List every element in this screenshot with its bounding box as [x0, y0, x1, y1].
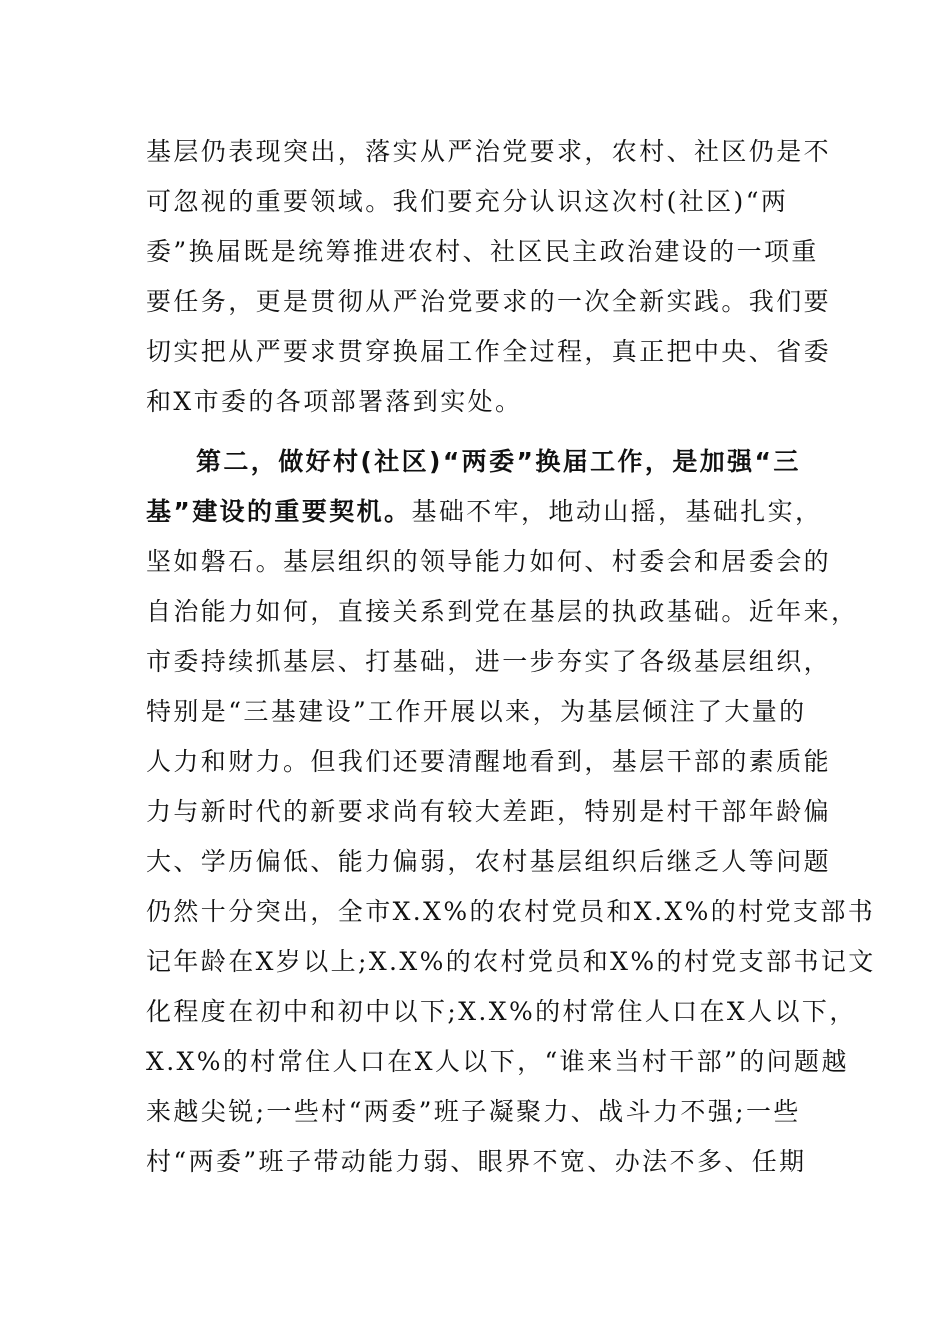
line-text: 来越尖锐;一些村“两委”班子凝聚力、战斗力不强;一些	[146, 1097, 801, 1126]
text-line-4	[146, 277, 832, 327]
text-line-3	[146, 227, 826, 277]
text-line-10	[146, 587, 859, 637]
line-text: 市委持续抓基层、打基础，进一步夯实了各级基层组织，	[146, 647, 832, 676]
line-text: 委”换届既是统筹推进农村、社区民主政治建设的一项重	[146, 237, 819, 266]
line-text: 特别是“三基建设”工作开展以来，为基层倾注了大量的	[146, 697, 807, 726]
text-line-16	[146, 887, 876, 937]
line-text: 人力和财力。但我们还要清醒地看到，基层干部的素质能	[146, 747, 832, 776]
line-text: 大、学历偏低、能力偏弱，农村基层组织后继乏人等问题	[146, 847, 832, 876]
text-line-1	[146, 127, 832, 177]
text-line-14	[146, 787, 832, 837]
line-text: 坚如磐石。基层组织的领导能力如何、村委会和居委会的	[146, 547, 832, 576]
line-text: X.X%的村常住人口在X人以下，“谁来当村干部”的问题越	[146, 1047, 849, 1076]
paragraph-heading-line-1	[196, 437, 876, 487]
text-line-17	[146, 937, 876, 987]
text-line-5	[146, 327, 832, 377]
text-line-12	[146, 687, 826, 737]
line-text: 要任务，更是贯彻从严治党要求的一次全新实践。我们要	[146, 287, 832, 316]
line-text: 可忽视的重要领域。我们要充分认识这次村(社区)“两	[146, 187, 789, 216]
line-text: 和X市委的各项部署落到实处。	[146, 387, 523, 416]
text-line-15	[146, 837, 832, 887]
text-line-19	[146, 1037, 849, 1087]
paragraph-heading-line-2	[146, 487, 826, 537]
line-text: 化程度在初中和初中以下;X.X%的村常住人口在X人以下，	[146, 997, 857, 1026]
text-line-9	[146, 537, 832, 587]
line-text: 基础不牢，地动山摇，基础扎实，	[411, 497, 823, 526]
line-text: 切实把从严要求贯穿换届工作全过程，真正把中央、省委	[146, 337, 832, 366]
line-text: 自治能力如何，直接关系到党在基层的执政基础。近年来，	[146, 597, 859, 626]
text-line-18	[146, 987, 857, 1037]
text-line-20	[146, 1087, 826, 1137]
text-line-11	[146, 637, 832, 687]
line-text: 力与新时代的新要求尚有较大差距，特别是村干部年龄偏	[146, 797, 832, 826]
text-line-6	[146, 377, 826, 427]
line-text: 村“两委”班子带动能力弱、眼界不宽、办法不多、任期	[146, 1147, 807, 1176]
text-line-13	[146, 737, 832, 787]
line-text: 基层仍表现突出，落实从严治党要求，农村、社区仍是不	[146, 137, 832, 166]
text-line-2	[146, 177, 826, 227]
line-text: 记年龄在X岁以上;X.X%的农村党员和X%的村党支部书记文	[146, 947, 876, 976]
text-line-21	[146, 1137, 826, 1187]
line-text: 仍然十分突出，全市X.X%的农村党员和X.X%的村党支部书	[146, 897, 876, 926]
heading-text: 基”建设的重要契机。	[146, 497, 412, 526]
heading-text: 第二，做好村(社区)“两委”换届工作，是加强“三	[196, 447, 801, 476]
